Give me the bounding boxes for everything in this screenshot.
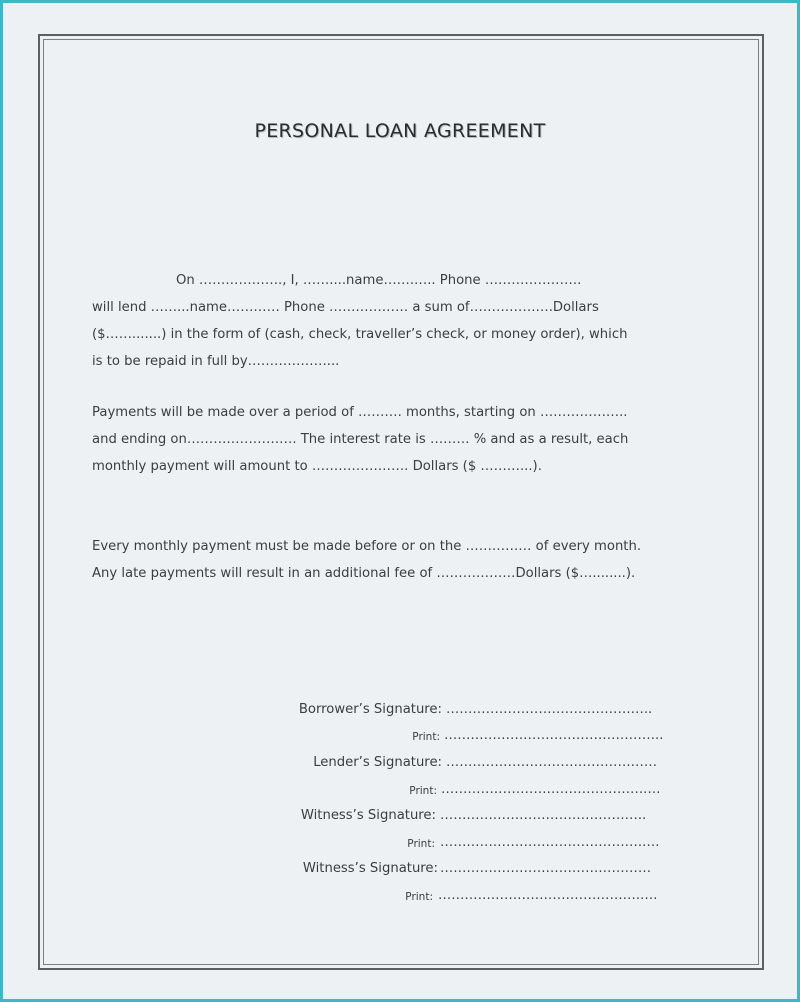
witness1-print-line: ……………………………………….…. — [440, 835, 660, 850]
witness2-print-label: Print: — [405, 891, 433, 903]
borrower-signature-row — [240, 702, 442, 720]
witness2-print-row — [333, 891, 433, 905]
witness2-signature-label: Witness’s Signature: — [302, 861, 438, 876]
document-title: PERSONAL LOAN AGREEMENT — [254, 120, 546, 142]
paragraph2-line2: and ending on……………………. The interest rate is ……… % and as a result, each — [92, 432, 629, 447]
paragraph1-line2: will lend ……...name………… Phone ……………… a sum of……………….Dollars — [92, 300, 599, 315]
witness2-print-line: ……………………………………….…. — [438, 888, 658, 903]
paragraph3-line1: Every monthly payment must be made before or on the …………… of every month. — [92, 539, 642, 554]
witness1-signature-line: ……………………………………….. — [440, 808, 647, 823]
lender-print-label: Print: — [409, 785, 437, 797]
lender-signature-line: ………………………………………… — [446, 755, 657, 770]
witness1-signature-label: Witness’s Signature: — [300, 808, 436, 823]
witness1-signature-row — [236, 808, 436, 826]
paragraph2-line3: monthly payment will amount to …………………. Dollars ($ ………...). — [92, 459, 542, 474]
witness1-print-row — [335, 838, 435, 852]
borrower-signature-label: Borrower’s Signature: — [298, 702, 442, 717]
witness2-signature-row — [236, 861, 438, 879]
lender-print-row — [335, 785, 437, 799]
paragraph1-line4: is to be repaid in full by………………... — [92, 354, 340, 369]
lender-signature-label: Lender’s Signature: — [313, 755, 442, 770]
paragraph1-line3: ($…….......) in the form of (cash, check, traveller’s check, or money order), which — [92, 327, 628, 342]
paragraph2-line1: Payments will be made over a period of ………. months, starting on ……………….. — [92, 405, 628, 420]
document-inner-frame — [43, 39, 759, 965]
borrower-print-line: ………………………………………….. — [444, 728, 664, 743]
lender-signature-row — [240, 755, 442, 773]
witness2-signature-line: ………………………………………… — [440, 861, 651, 876]
borrower-signature-line: ……………………………………….. — [446, 702, 653, 717]
borrower-print-row — [340, 731, 440, 745]
paragraph3-line2: Any late payments will result in an additional fee of ………………Dollars ($…........). — [92, 566, 636, 581]
lender-print-line: ……………………………………….…. — [441, 782, 661, 797]
witness1-print-label: Print: — [407, 838, 435, 850]
borrower-print-label: Print: — [412, 731, 440, 743]
paragraph1-line1: On ………………., I, ……....name…….….. Phone …………………. — [176, 273, 582, 288]
